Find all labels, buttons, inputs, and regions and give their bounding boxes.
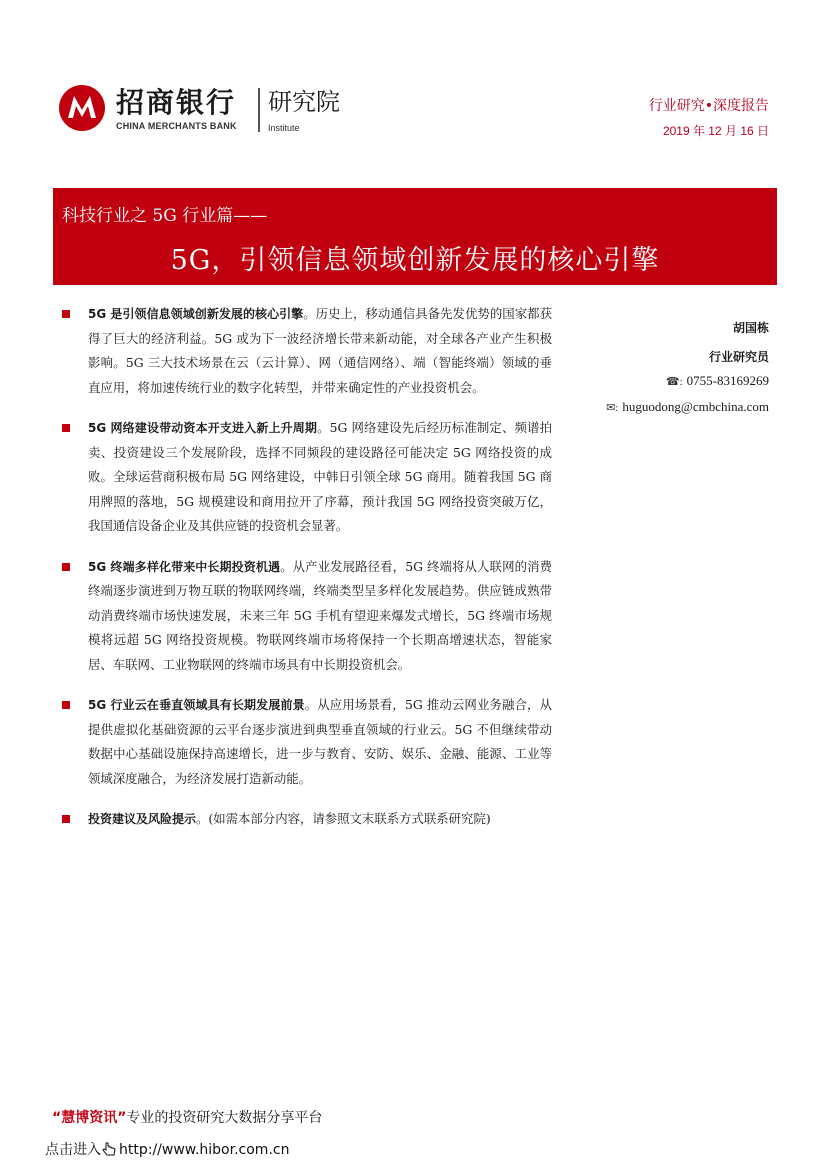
bullet-item xyxy=(60,302,552,400)
logo-institute-en: Institute xyxy=(268,123,300,133)
square-bullet-icon xyxy=(62,815,70,823)
footer-link[interactable] xyxy=(45,1139,289,1159)
analyst-email xyxy=(549,395,769,421)
bullet-lead: 5G 是引领信息领域创新发展的核心引擎 xyxy=(88,307,304,321)
bullet-item xyxy=(60,416,552,539)
bullet-item xyxy=(60,807,552,832)
footer-brand: “慧博资讯” xyxy=(52,1110,127,1126)
logo-bank-name: 招商银行 xyxy=(116,86,237,119)
analyst-phone xyxy=(549,369,769,395)
report-title: 5G，引领信息领域创新发展的核心引擎 xyxy=(170,245,660,276)
pointer-hand-icon xyxy=(101,1141,117,1157)
bullet-text: 。历史上，移动通信具备先发优势的国家都获得了巨大的经济利益。5G 或为下一波经济增长带来新动能，对全球各产业产生积极影响。5G 三大技术场景在云（云计算）、网（通信网络）、端（智能终端）领域的垂直应用，将加速传统行业的数字化转型，并带来确定性的产业投资机会。 xyxy=(88,306,552,395)
phone-icon: ☎: xyxy=(665,376,683,388)
footer-url[interactable]: http://www.hibor.com.cn xyxy=(119,1142,290,1158)
square-bullet-icon xyxy=(62,701,70,709)
analyst-panel xyxy=(549,316,769,420)
logo-divider xyxy=(258,88,260,132)
email-icon: ✉: xyxy=(606,401,619,414)
analyst-role: 行业研究员 xyxy=(708,349,769,364)
bullet-item xyxy=(60,555,552,678)
bullet-text: 。从产业发展路径看，5G 终端将从人联网的消费终端逐步演进到万物互联的物联网终端，终端类型呈多样化发展趋势。供应链成熟带动消费终端市场快速发展，未来三年 5G 手机有望迎来爆发式增长，5G 终端市场规模将远超 5G 网络投资规模。物联网终端市场将保持一个长期高增速状态，智能家居、车联网、工业物联网的终端市场具有中长期投资机会。 xyxy=(88,558,552,672)
square-bullet-icon xyxy=(62,424,70,432)
bullet-text: 。5G 网络建设先后经历标准制定、频谱拍卖、投资建设三个发展阶段，选择不同频段的建设路径可能决定 5G 网络投资的成败。全球运营商积极布局 5G 网络建设，中韩日引领全球 5G 商用。随着我国 5G 商用牌照的落地，5G 规模建设和商用拉开了序幕，预计我国 5G 网络投资突破万亿，我国通信设备企业及其供应链的投资机会显著。 xyxy=(88,420,552,533)
footer-link-label: 点击进入 xyxy=(45,1142,101,1158)
title-banner xyxy=(53,188,777,285)
square-bullet-icon xyxy=(62,563,70,571)
analyst-name: 胡国栋 xyxy=(732,321,769,335)
bullet-text: 。(如需本部分内容，请参照文末联系方式联系研究院) xyxy=(196,811,491,826)
footer-slogan-text: 专业的投资研究大数据分享平台 xyxy=(126,1110,323,1126)
square-bullet-icon xyxy=(62,310,70,318)
logo-bank-name-en: CHINA MERCHANTS BANK xyxy=(116,121,237,131)
phone-number: 0755-83169269 xyxy=(686,373,769,388)
cmb-logo-icon xyxy=(58,84,106,132)
bullet-lead: 投资建议及风险提示 xyxy=(88,812,197,826)
footer-slogan xyxy=(52,1107,322,1127)
bullet-text: 。从应用场景看，5G 推动云网业务融合，从提供虚拟化基础资源的云平台逐步演进到典型垂直领域的行业云。5G 不但继续带动数据中心基础设施保持高速增长，进一步与教育、安防、娱乐、金融、能源、工业等领域深度融合，为经济发展打造新动能。 xyxy=(88,697,552,786)
report-type: 行业研究•深度报告 xyxy=(648,98,769,114)
email-address[interactable]: huguodong@cmbchina.com xyxy=(622,398,769,414)
cmb-logo xyxy=(58,84,358,140)
bullet-item xyxy=(60,693,552,791)
logo-institute: 研究院 xyxy=(268,88,340,116)
banner-subtitle: 科技行业之 5G 行业篇—— xyxy=(62,206,268,226)
bullet-lead: 5G 终端多样化带来中长期投资机遇 xyxy=(88,559,281,574)
report-date: 2019 年 12 月 16 日 xyxy=(662,124,769,138)
bullet-lead: 5G 行业云在垂直领域具有长期发展前景 xyxy=(88,698,305,712)
bullet-lead: 5G 网络建设带动资本开支进入新上升周期 xyxy=(88,421,318,435)
summary-bullets xyxy=(60,302,552,848)
